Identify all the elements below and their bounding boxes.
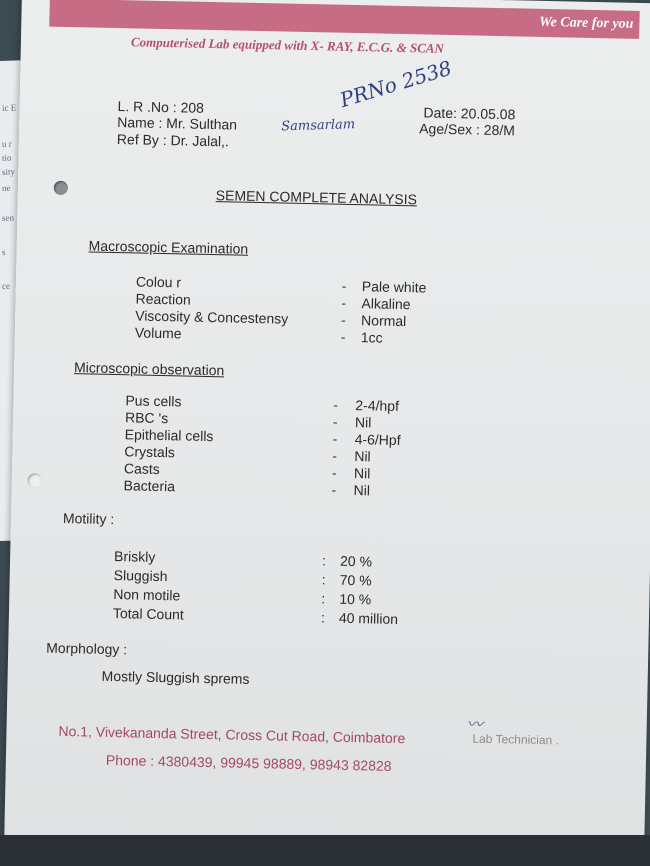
separator-dash: - — [332, 447, 338, 464]
report-title: SEMEN COMPLETE ANALYSIS — [215, 187, 418, 208]
result-label: Casts — [123, 460, 160, 477]
lab-report-sheet — [4, 0, 650, 848]
handwritten-note: Samsarlam — [281, 117, 356, 135]
result-label: Volume — [134, 324, 182, 342]
result-value: 40 million — [338, 609, 399, 628]
result-value: Normal — [360, 312, 407, 330]
separator-dash: - — [331, 464, 337, 481]
handwritten-ref-code: PRNo 2538 — [337, 55, 455, 113]
result-value: 10 % — [339, 590, 372, 608]
lab-facilities-line: Computerised Lab equipped with X- RAY, E.C.G. & SCAN — [130, 34, 445, 56]
age-sex: Age/Sex : 28/M — [419, 120, 516, 139]
morphology-value: Mostly Sluggish sprems — [101, 667, 250, 687]
result-label: Pus cells — [125, 392, 182, 410]
separator-dash: - — [332, 413, 338, 430]
background-text: ic E — [2, 102, 17, 113]
result-value: 70 % — [339, 571, 372, 589]
macroscopic-heading: Macroscopic Examination — [88, 237, 249, 257]
result-label: Crystals — [124, 443, 176, 461]
separator-colon: : — [321, 571, 326, 588]
background-text: sen — [2, 212, 14, 223]
result-value: Nil — [354, 448, 371, 465]
microscopic-heading: Microscopic observation — [73, 359, 225, 379]
result-value: Nil — [354, 414, 372, 431]
separator-dash: - — [332, 430, 338, 447]
separator-colon: : — [321, 552, 327, 569]
separator-colon: : — [320, 609, 325, 626]
separator-dash: - — [340, 311, 347, 328]
separator-colon: : — [321, 590, 326, 607]
separator-dash: - — [331, 481, 337, 498]
separator-dash: - — [341, 294, 347, 311]
result-value: Pale white — [361, 278, 427, 296]
result-value: Nil — [353, 465, 371, 482]
report-date: Date: 20.05.08 — [423, 104, 516, 123]
background-text: ce — [2, 280, 10, 291]
result-label: Sluggish — [113, 567, 168, 585]
patient-name: Name : Mr. Sulthan — [117, 114, 238, 133]
punch-hole — [28, 473, 42, 487]
result-value: 20 % — [339, 552, 373, 570]
tagline: We Care for you — [539, 14, 634, 32]
signature-caption: Lab Technician . — [472, 731, 560, 748]
footer-phone: Phone : 4380439, 99945 98889, 98943 82828 — [105, 751, 392, 774]
motility-heading: Motility : — [62, 509, 115, 528]
result-label: Briskly — [113, 548, 156, 565]
morphology-heading: Morphology : — [46, 639, 128, 658]
result-label: Colou r — [135, 273, 182, 291]
lr-number: L. R .No : 208 — [117, 98, 205, 116]
result-label: Epithelial cells — [124, 426, 214, 445]
table-surface — [0, 835, 650, 866]
result-value: Nil — [353, 482, 371, 499]
handwritten-signature: 〰 — [466, 714, 483, 734]
separator-dash: - — [340, 328, 346, 345]
header-band — [49, 0, 639, 39]
result-value: 2-4/hpf — [355, 397, 400, 414]
result-label: Viscosity & Concestensy — [135, 307, 289, 327]
punch-hole — [54, 181, 68, 195]
result-value: Alkaline — [361, 295, 411, 313]
result-label: Reaction — [135, 290, 191, 308]
separator-dash: - — [333, 396, 339, 413]
background-text: u r — [2, 138, 12, 149]
background-text: ne — [2, 182, 11, 193]
referred-by: Ref By : Dr. Jalal,. — [116, 131, 230, 150]
result-label: RBC 's — [124, 409, 169, 427]
result-label: Non motile — [113, 586, 181, 604]
result-value: 4-6/Hpf — [354, 431, 401, 449]
footer-address: No.1, Vivekananda Street, Cross Cut Road, Coimbatore — [58, 722, 406, 747]
background-text: s — [2, 246, 6, 257]
result-label: Total Count — [112, 605, 184, 623]
result-value: 1cc — [360, 329, 383, 346]
result-label: Bacteria — [123, 477, 176, 495]
background-text: sity — [2, 166, 16, 177]
separator-dash: - — [341, 277, 347, 294]
background-text: tio — [2, 152, 12, 163]
